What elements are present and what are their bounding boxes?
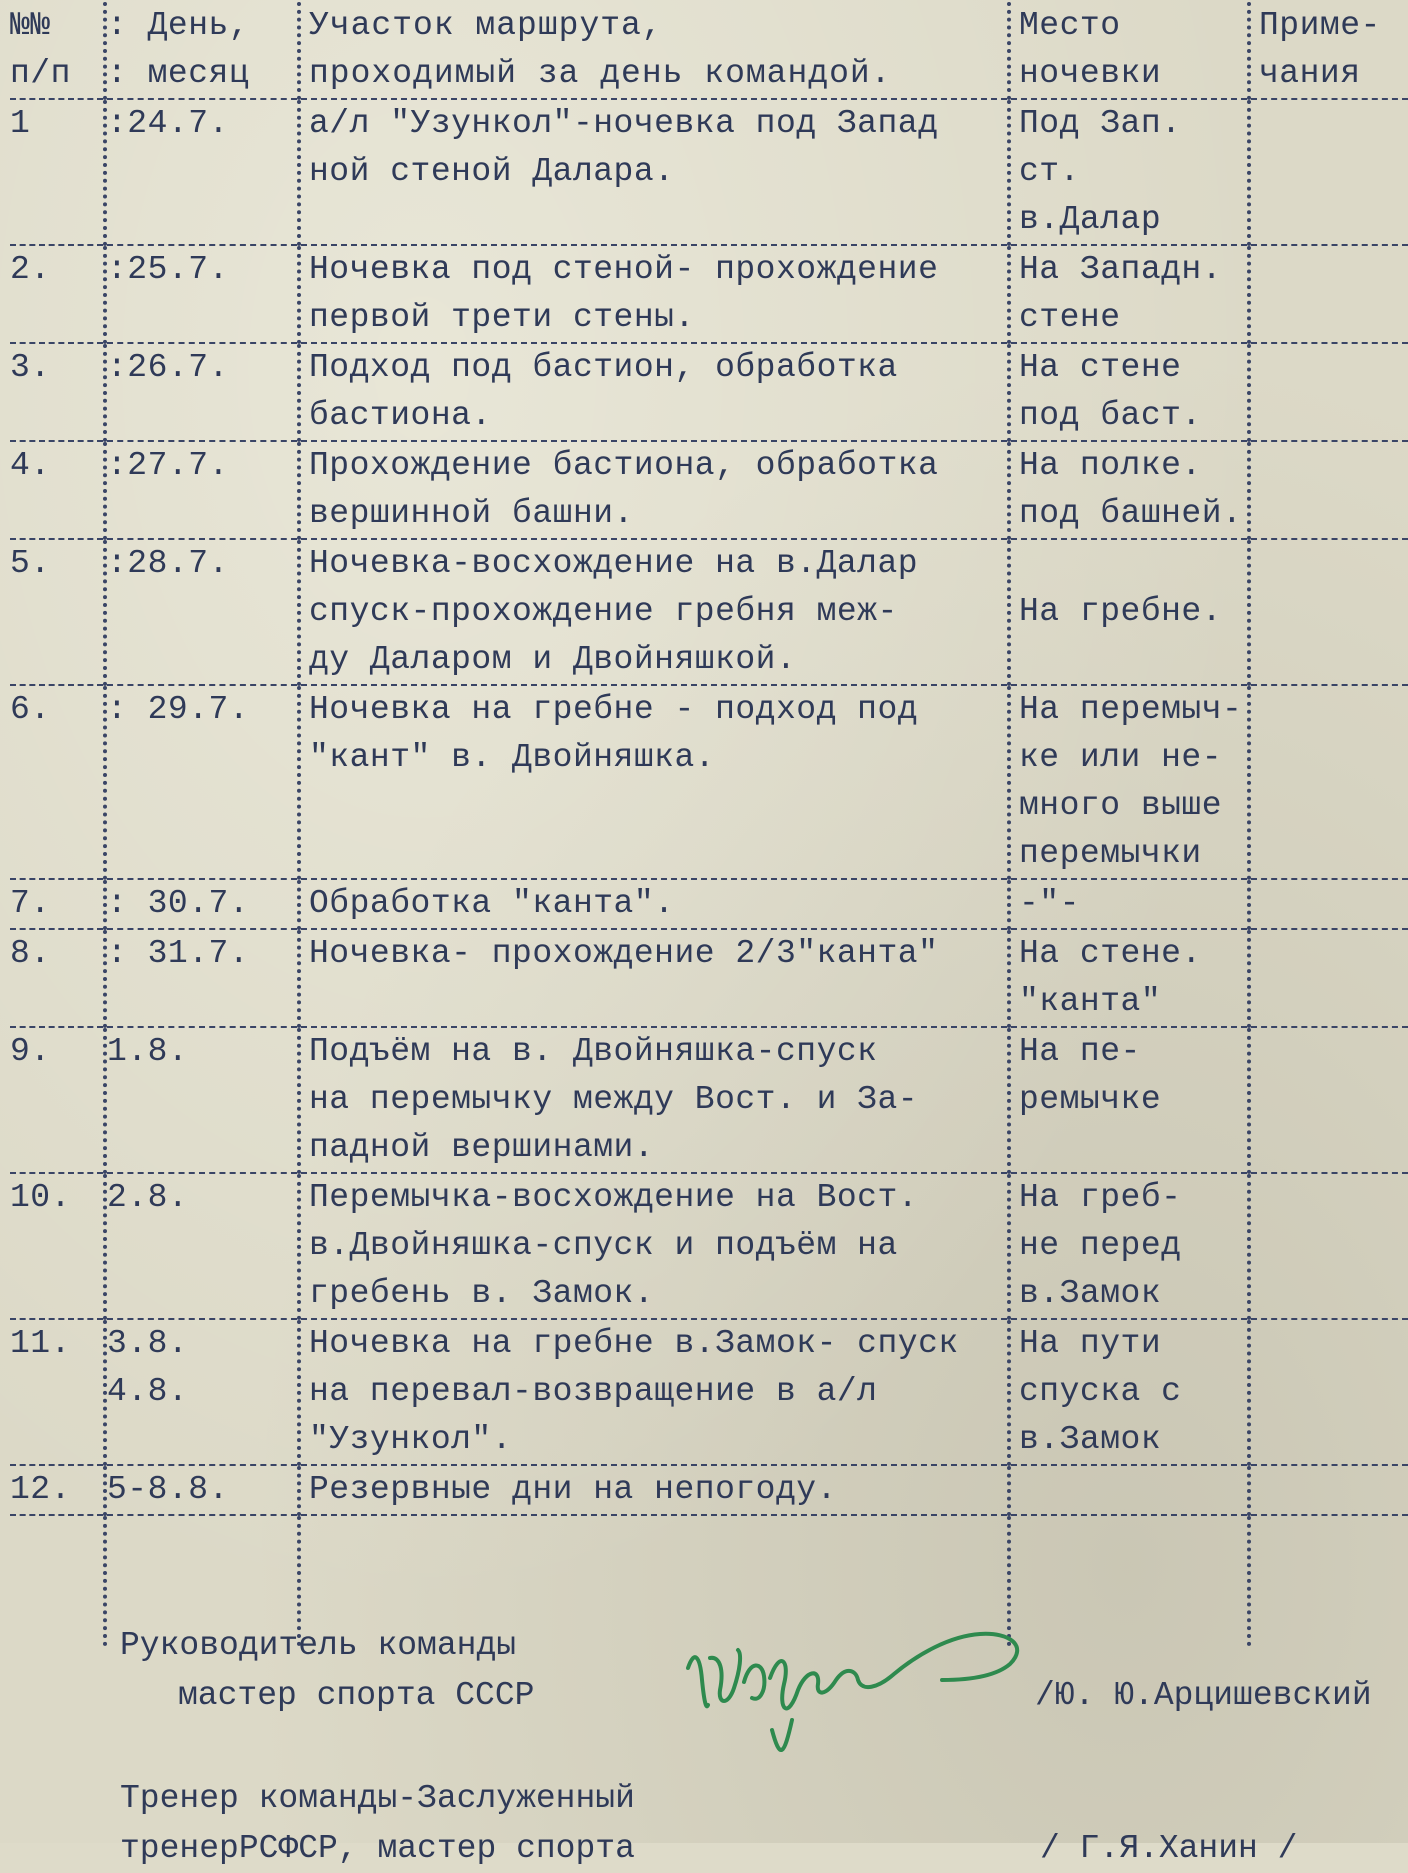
cell-route-segment: а/л "Узункол"-ночевка под Запад ной стеной Далара. <box>299 99 1009 245</box>
cell-camp-location: На греб- не перед в.Замок <box>1009 1173 1249 1319</box>
empty-cell <box>1249 1515 1408 1646</box>
header-route-segment: Участок маршрута, проходимый за день командой. <box>299 2 1009 99</box>
cell-route-segment: Обработка "канта". <box>299 879 1009 929</box>
cell-date: : 30.7. <box>105 879 299 929</box>
cell-notes <box>1249 539 1408 685</box>
cell-camp-location: На перемыч- ке или не- много выше перемычки <box>1009 685 1249 879</box>
cell-camp-location: На стене. "канта" <box>1009 929 1249 1027</box>
cell-route-segment: Подъём на в. Двойняшка-спуск на перемычку между Вост. и За- падной вершинами. <box>299 1027 1009 1173</box>
cell-camp-location: Под Зап. ст. в.Далар <box>1009 99 1249 245</box>
cell-date: 5-8.8. <box>105 1465 299 1515</box>
cell-camp-location: На Западн. стене <box>1009 245 1249 343</box>
cell-notes <box>1249 685 1408 879</box>
cell-number: 4. <box>10 441 105 539</box>
empty-cell <box>10 1515 105 1646</box>
cell-route-segment: Ночевка на гребне в.Замок- спуск на перевал-возвращение в а/л "Узункол". <box>299 1319 1009 1465</box>
leader-name: /Ю. Ю.Арцишевский <box>1035 1677 1372 1714</box>
leader-role-line2: мастер спорта СССР <box>178 1677 535 1714</box>
cell-date: :28.7. <box>105 539 299 685</box>
route-itinerary-table <box>10 2 1408 1646</box>
cell-number: 11. <box>10 1319 105 1465</box>
cell-route-segment: Ночевка-восхождение на в.Далар спуск-прохождение гребня меж- ду Даларом и Двойняшкой. <box>299 539 1009 685</box>
cell-route-segment: Ночевка на гребне - подход под "кант" в. Двойняшка. <box>299 685 1009 879</box>
cell-date: :25.7. <box>105 245 299 343</box>
cell-date: : 29.7. <box>105 685 299 879</box>
header-number: №№ п/п <box>10 2 105 99</box>
cell-number: 7. <box>10 879 105 929</box>
table-row <box>10 343 1408 441</box>
cell-date: 2.8. <box>105 1173 299 1319</box>
cell-notes <box>1249 343 1408 441</box>
leader-role-line1: Руководитель команды <box>120 1627 517 1664</box>
table-row <box>10 929 1408 1027</box>
cell-notes <box>1249 1319 1408 1465</box>
cell-number: 2. <box>10 245 105 343</box>
cell-number: 9. <box>10 1027 105 1173</box>
cell-date: 1.8. <box>105 1027 299 1173</box>
cell-camp-location: На пе- ремычке <box>1009 1027 1249 1173</box>
table-row <box>10 1465 1408 1515</box>
header-camp-location: Место ночевки <box>1009 2 1249 99</box>
cell-notes <box>1249 441 1408 539</box>
cell-date: : 31.7. <box>105 929 299 1027</box>
table-row <box>10 539 1408 685</box>
cell-camp-location: -"- <box>1009 879 1249 929</box>
table-row <box>10 685 1408 879</box>
cell-number: 1 <box>10 99 105 245</box>
cell-route-segment: Подход под бастион, обработка бастиона. <box>299 343 1009 441</box>
table-header-row <box>10 2 1408 99</box>
cell-number: 12. <box>10 1465 105 1515</box>
cell-notes <box>1249 879 1408 929</box>
cell-camp-location: На полке. под башней. <box>1009 441 1249 539</box>
table-row <box>10 1027 1408 1173</box>
coach-name: / Г.Я.Ханин / <box>1040 1830 1298 1867</box>
table-row <box>10 1173 1408 1319</box>
coach-title-line1: Тренер команды-Заслуженный <box>120 1780 635 1817</box>
cell-route-segment: Перемычка-восхождение на Вост. в.Двойняшка-спуск и подъём на гребень в. Замок. <box>299 1173 1009 1319</box>
table-row <box>10 1319 1408 1465</box>
cell-camp-location: На гребне. <box>1009 539 1249 685</box>
cell-camp-location: На пути спуска с в.Замок <box>1009 1319 1249 1465</box>
coach-title-line2: тренерРСФСР, мастер спорта <box>120 1830 635 1867</box>
empty-cell <box>1009 1515 1249 1646</box>
cell-notes <box>1249 1465 1408 1515</box>
cell-number: 5. <box>10 539 105 685</box>
cell-number: 10. <box>10 1173 105 1319</box>
table-row <box>10 879 1408 929</box>
cell-date: :24.7. <box>105 99 299 245</box>
cell-route-segment: Прохождение бастиона, обработка вершинной башни. <box>299 441 1009 539</box>
cell-date: :27.7. <box>105 441 299 539</box>
cell-notes <box>1249 1027 1408 1173</box>
cell-notes <box>1249 99 1408 245</box>
cell-number: 8. <box>10 929 105 1027</box>
cell-camp-location <box>1009 1465 1249 1515</box>
handwritten-signature <box>680 1610 1040 1760</box>
header-date: : День, : месяц <box>105 2 299 99</box>
cell-camp-location: На стене под баст. <box>1009 343 1249 441</box>
cell-route-segment: Ночевка под стеной- прохождение первой трети стены. <box>299 245 1009 343</box>
cell-notes <box>1249 1173 1408 1319</box>
cell-notes <box>1249 929 1408 1027</box>
cell-date: 3.8. 4.8. <box>105 1319 299 1465</box>
table-row <box>10 441 1408 539</box>
cell-number: 6. <box>10 685 105 879</box>
cell-route-segment: Резервные дни на непогоду. <box>299 1465 1009 1515</box>
cell-date: :26.7. <box>105 343 299 441</box>
table-row <box>10 99 1408 245</box>
cell-number: 3. <box>10 343 105 441</box>
cell-route-segment: Ночевка- прохождение 2/3"канта" <box>299 929 1009 1027</box>
cell-notes <box>1249 245 1408 343</box>
table-row <box>10 245 1408 343</box>
header-notes: Приме- чания <box>1249 2 1408 99</box>
